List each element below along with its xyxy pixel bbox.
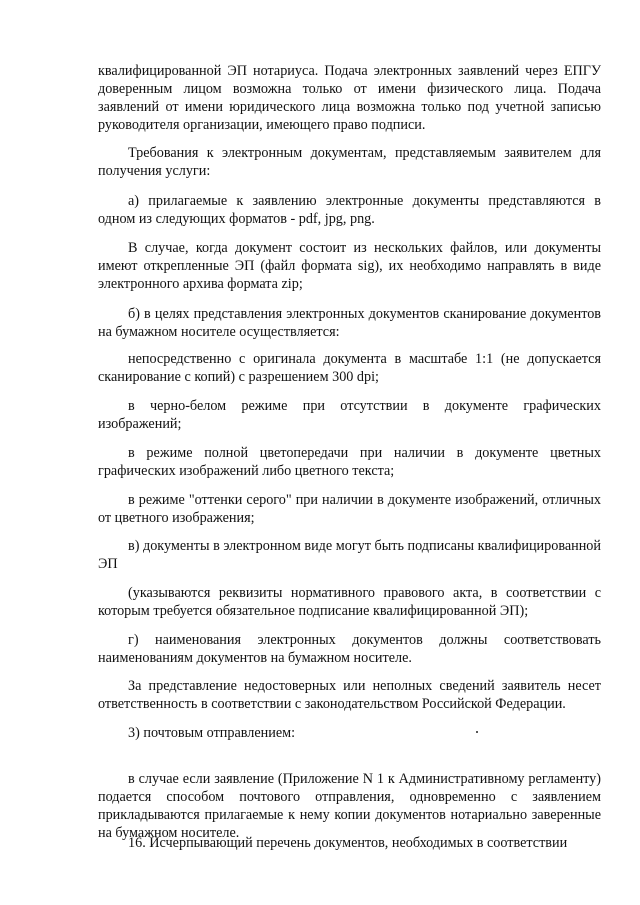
paragraph-naming: г) наименования электронных документов должны соответствовать наименованиям документов на бумажном носителе. xyxy=(98,632,601,666)
paragraph-legal-act: (указываются реквизиты нормативного правового акта, в соответствии с которым требуется обязательное подписание квалифицированной ЭП); xyxy=(98,585,601,619)
paragraph-grayscale: в режиме "оттенки серого" при наличии в документе изображений, отличных от цветного изображения; xyxy=(98,492,601,526)
paragraph-responsibility: За представление недостоверных или неполных сведений заявитель несет ответственность в соответствии с законодательством Российской Федерации. xyxy=(98,678,601,712)
scan-speck xyxy=(476,731,478,733)
paragraph-multiple-files: В случае, когда документ состоит из нескольких файлов, или документы имеют открепленные ЭП (файл формата sig), их необходимо направлять в виде электронного архива формата zip; xyxy=(98,240,601,292)
paragraph-postal: 3) почтовым отправлением: xyxy=(128,725,296,741)
paragraph-black-white: в черно-белом режиме при отсутствии в документе графических изображений; xyxy=(98,398,601,432)
paragraph-scanning: б) в целях представления электронных документов сканирование документов на бумажном носителе осуществляется: xyxy=(98,306,601,340)
paragraph-scan-original: непосредственно с оригинала документа в масштабе 1:1 (не допускается сканирование с копий) с разрешением 300 dpi; xyxy=(98,351,601,385)
paragraph-signature: в) документы в электронном виде могут быть подписаны квалифицированной ЭП xyxy=(98,538,601,572)
paragraph-postal-details: в случае если заявление (Приложение N 1 к Административному регламенту) подается способом почтового отправления, одновременно с заявлением прикладываются прилагаемые к нему копии документов нотариально заверенные на бумажном носителе. xyxy=(98,771,601,841)
paragraph-item-16: 16. Исчерпывающий перечень документов, необходимых в соответствии xyxy=(128,835,568,851)
paragraph-formats: а) прилагаемые к заявлению электронные документы представляются в одном из следующих форматов - pdf, jpg, png. xyxy=(98,193,601,227)
paragraph-continuation: квалифицированной ЭП нотариуса. Подача электронных заявлений через ЕПГУ доверенным лицом возможна только от имени физического лица. Подача заявлений от имени юридического лица возможна только под учетной записью руководителя организации, имеющего право подписи. xyxy=(98,63,601,133)
paragraph-full-color: в режиме полной цветопередачи при наличии в документе цветных графических изображений либо цветного текста; xyxy=(98,445,601,479)
paragraph-requirements-intro: Требования к электронным документам, представляемым заявителем для получения услуги: xyxy=(98,145,601,179)
